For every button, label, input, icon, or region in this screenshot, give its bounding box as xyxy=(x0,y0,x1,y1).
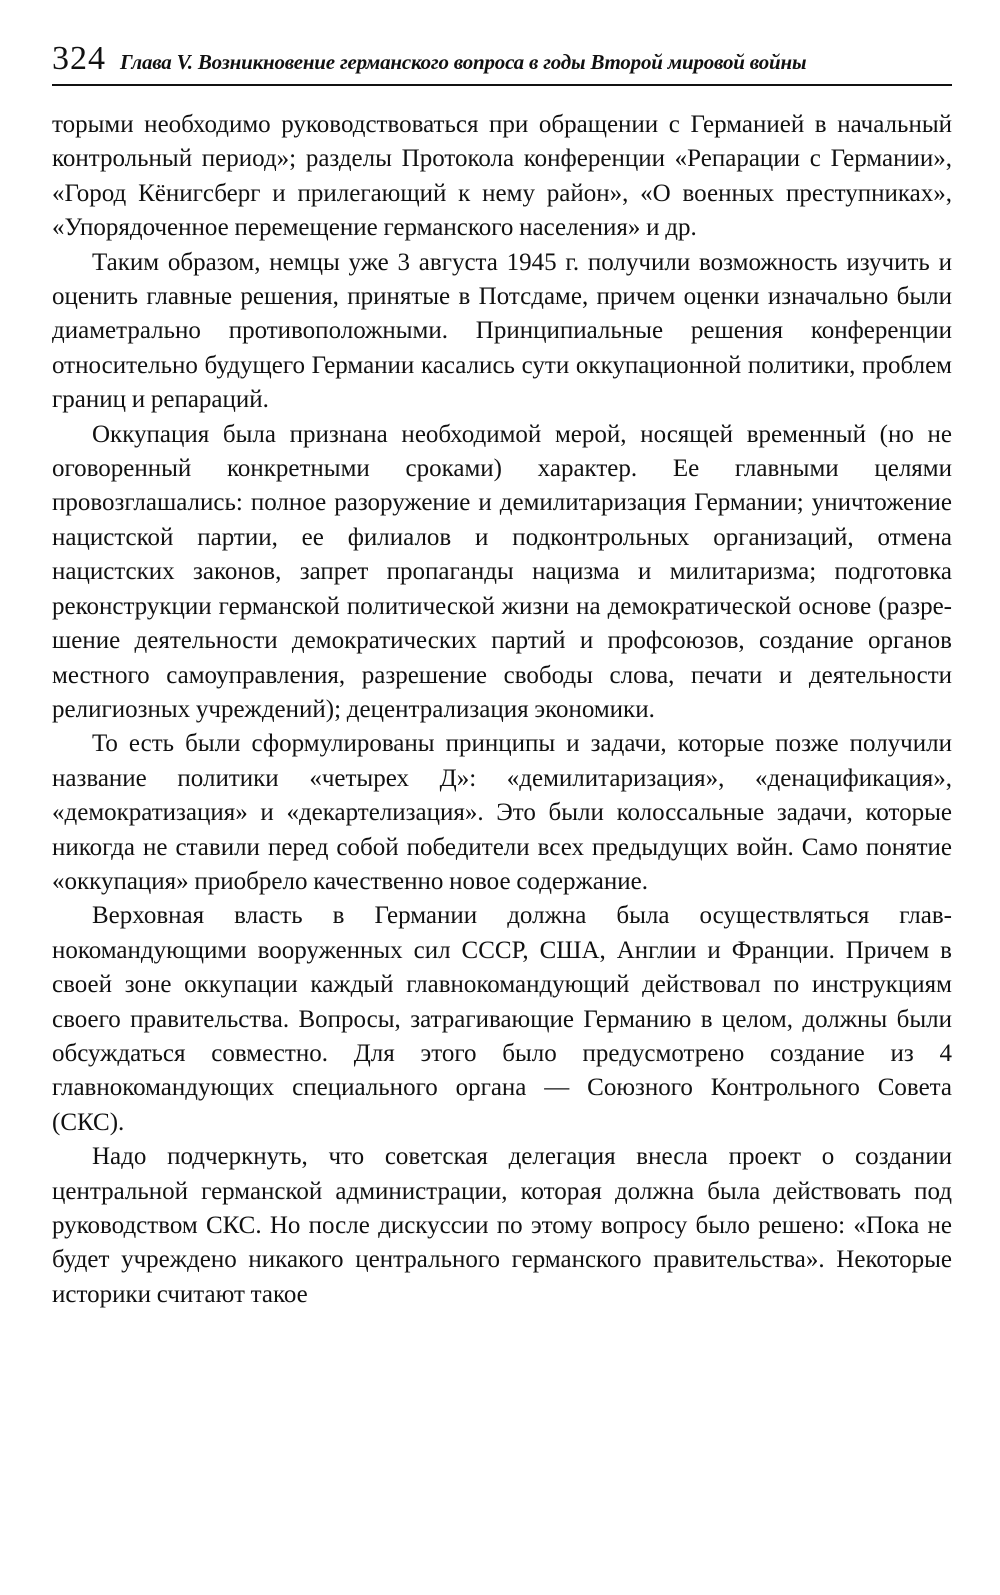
paragraph: Надо подчеркнуть, что советская делегация внесла проект о создании центральной германской администрации, которая должна была действовать под руководством СКС. Но после дискуссии по этому вопросу было решено: «Пока не будет учреждено никакого центрального германского правительства». Некоторые историки считают такое xyxy=(52,1143,952,1308)
paragraph-continuation: торыми необходимо руководствоваться при обращении с Германией в начальный контрольный период»; разделы Протокола конференции «Репарации с Германии», «Город Кёнигсберг и прилегающий к нему район», «О военных преступниках», «Упорядоченное перемещение германского населения» и др. xyxy=(52,111,952,242)
running-title: Глава V. Возникновение германского вопроса в годы Второй мировой войны xyxy=(120,50,807,74)
body-text xyxy=(52,108,952,1312)
running-header xyxy=(52,40,952,86)
paragraph: Верховная власть в Германии должна была осуществляться главнокомандующими вооруженных сил СССР, США, Англии и Франции. Причем в своей зоне оккупации каждый главнокомандующий действовал по инструкциям своего правительства. Вопросы, затрагивающие Германию в целом, должны были обсуждаться совместно. Для этого было предусмотрено создание из 4 главнокомандующих специального органа — Союзного Контрольного Совета (СКС). xyxy=(52,902,952,1136)
page-number: 324 xyxy=(52,40,106,77)
paragraph: Таким образом, немцы уже 3 августа 1945 г. получили возможность изучить и оценить главные решения, принятые в Потсдаме, причем оценки изначально были диаметрально противоположными. Принципиальные решения конференции относительно будущего Германии касались сути оккупационной политики, проблем границ и репараций. xyxy=(52,248,952,414)
book-page xyxy=(52,40,952,1312)
paragraph: То есть были сформулированы принципы и задачи, которые позже получили название политики «четырех Д»: «демилитаризация», «денацификация», «демократизация» и «декартелизация». Это были колоссальные задачи, которые никогда не ставили перед собой победители всех предыдущих войн. Само понятие «оккупация» приобрело качественно новое содержание. xyxy=(52,730,952,895)
paragraph: Оккупация была признана необходимой мерой, носящей временный (но не оговоренный конкретными сроками) характер. Ее главными целями провозглашались: полное разоружение и демилитаризация Германии; уничтожение нацистской партии, ее филиалов и подконтрольных организаций, отмена нацистских законов, запрет пропаганды нацизма и милитаризма; подготовка реконструкции германской политической жизни на демократической основе (разрешение деятельности демократических партий и профсоюзов, создание органов местного самоуправления, разрешение свободы слова, печати и деятельности религиозных учреждений); децентрализация экономики. xyxy=(52,420,952,723)
